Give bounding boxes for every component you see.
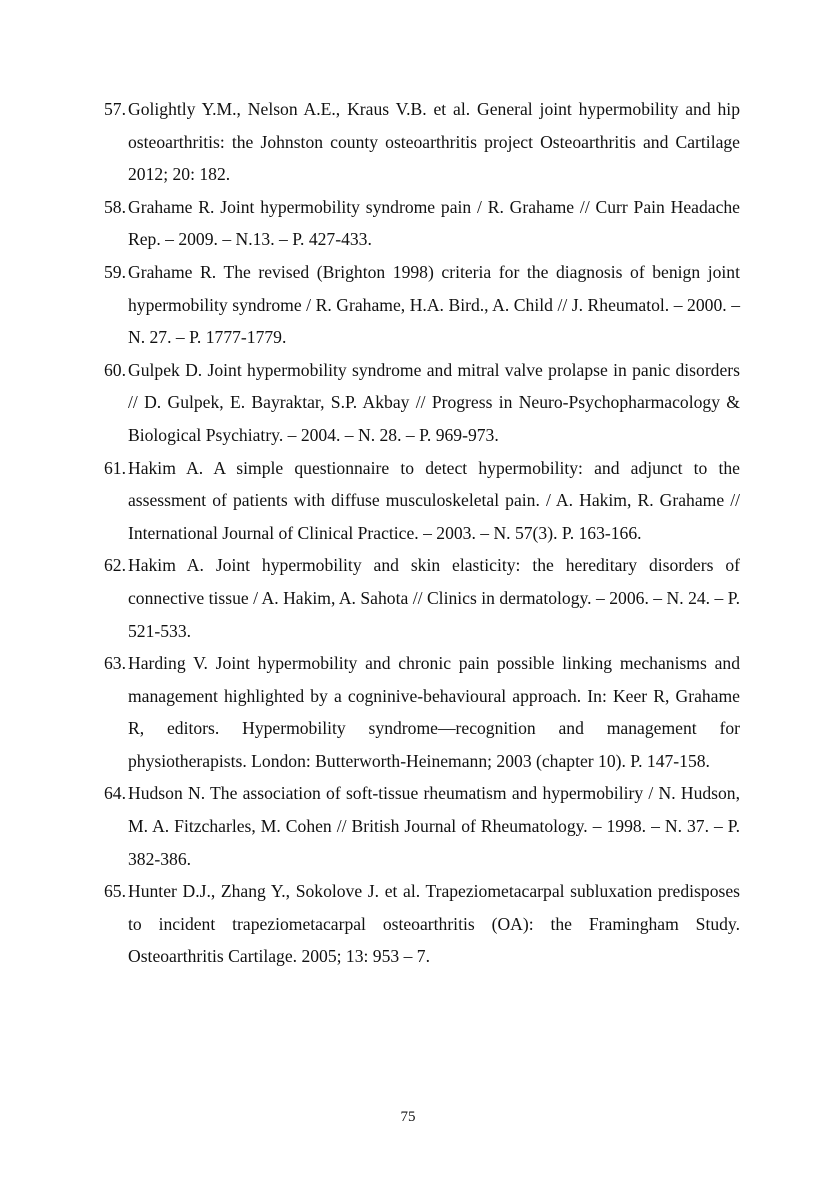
reference-item xyxy=(104,354,740,452)
reference-number: 62. xyxy=(104,555,126,576)
reference-number: 58. xyxy=(104,196,126,217)
reference-number: 57. xyxy=(104,99,126,119)
reference-list xyxy=(104,93,740,973)
reference-number: 65. xyxy=(104,881,126,902)
reference-text: Harding V. Joint hypermobility and chronic pain possible linking mechanisms and management highlighted by a cogninive-behavioural approach. In: Keer R, Grahame R, editors. Hypermobility syndrome—recognition and management for physiotherapists. London: Butterworth-Heinemann; 2003 (chapter 10). P. 147-158. xyxy=(128,653,740,771)
reference-text: Hunter D.J., Zhang Y., Sokolove J. et al. Trapeziometacarpal subluxation predisposes to incident trapeziometacarpal osteoarthritis (OA): the Framingham Study. Osteoarthritis Cartilage. 2005; 13: 953 – 7. xyxy=(128,881,740,967)
reference-item xyxy=(104,452,740,550)
reference-number: 59. xyxy=(104,261,126,282)
reference-text: Hudson N. The association of soft-tissue rheumatism and hypermobiliry / N. Hudson, M. A. Fitzcharles, M. Cohen // British Journal of Rheumatology. – 1998. – N. 37. – P. 382-386. xyxy=(128,783,740,869)
reference-item xyxy=(104,875,740,973)
reference-text: Golightly Y.M., Nelson A.E., Kraus V.B. et al. General joint hypermobility and hip osteoarthritis: the Johnston county osteoarthritis project Osteoarthritis and Cartilage 2012; 20: 182. xyxy=(128,99,740,185)
reference-number: 64. xyxy=(104,783,126,804)
reference-item xyxy=(104,647,740,777)
reference-text: Hakim A. A simple questionnaire to detect hypermobility: and adjunct to the assessment of patients with diffuse musculoskeletal pain. / A. Hakim, R. Grahame // International Journal of Clinical Practice. – 2003. – N. 57(3). P. 163-166. xyxy=(128,457,740,543)
reference-item xyxy=(104,191,740,256)
page-number: 75 xyxy=(400,1109,416,1125)
reference-text: Grahame R. Joint hypermobility syndrome pain / R. Grahame // Curr Pain Headache Rep. – 2009. – N.13. – P. 427-433. xyxy=(128,196,740,250)
reference-item xyxy=(104,93,740,191)
reference-number: 61. xyxy=(104,457,126,478)
reference-number: 63. xyxy=(104,653,126,674)
reference-number: 60. xyxy=(104,359,126,380)
reference-item xyxy=(104,777,740,875)
reference-text: Grahame R. The revised (Brighton 1998) criteria for the diagnosis of benign joint hypermobility syndrome / R. Grahame, H.A. Bird., A. Child // J. Rheumatol. – 2000. – N. 27. – P. 1777-1779. xyxy=(128,261,740,348)
reference-item xyxy=(104,549,740,647)
reference-item xyxy=(104,256,740,354)
reference-text: Gulpek D. Joint hypermobility syndrome and mitral valve prolapse in panic disorders // D. Gulpek, E. Bayraktar, S.P. Akbay // Progress in Neuro-Psychopharmacology & Biological Psychiatry. – 2004. – N. 28. – P. 969-973. xyxy=(128,359,740,445)
reference-text: Hakim A. Joint hypermobility and skin elasticity: the hereditary disorders of connective tissue / A. Hakim, A. Sahota // Clinics in dermatology. – 2006. – N. 24. – P. 521-533. xyxy=(128,555,740,641)
